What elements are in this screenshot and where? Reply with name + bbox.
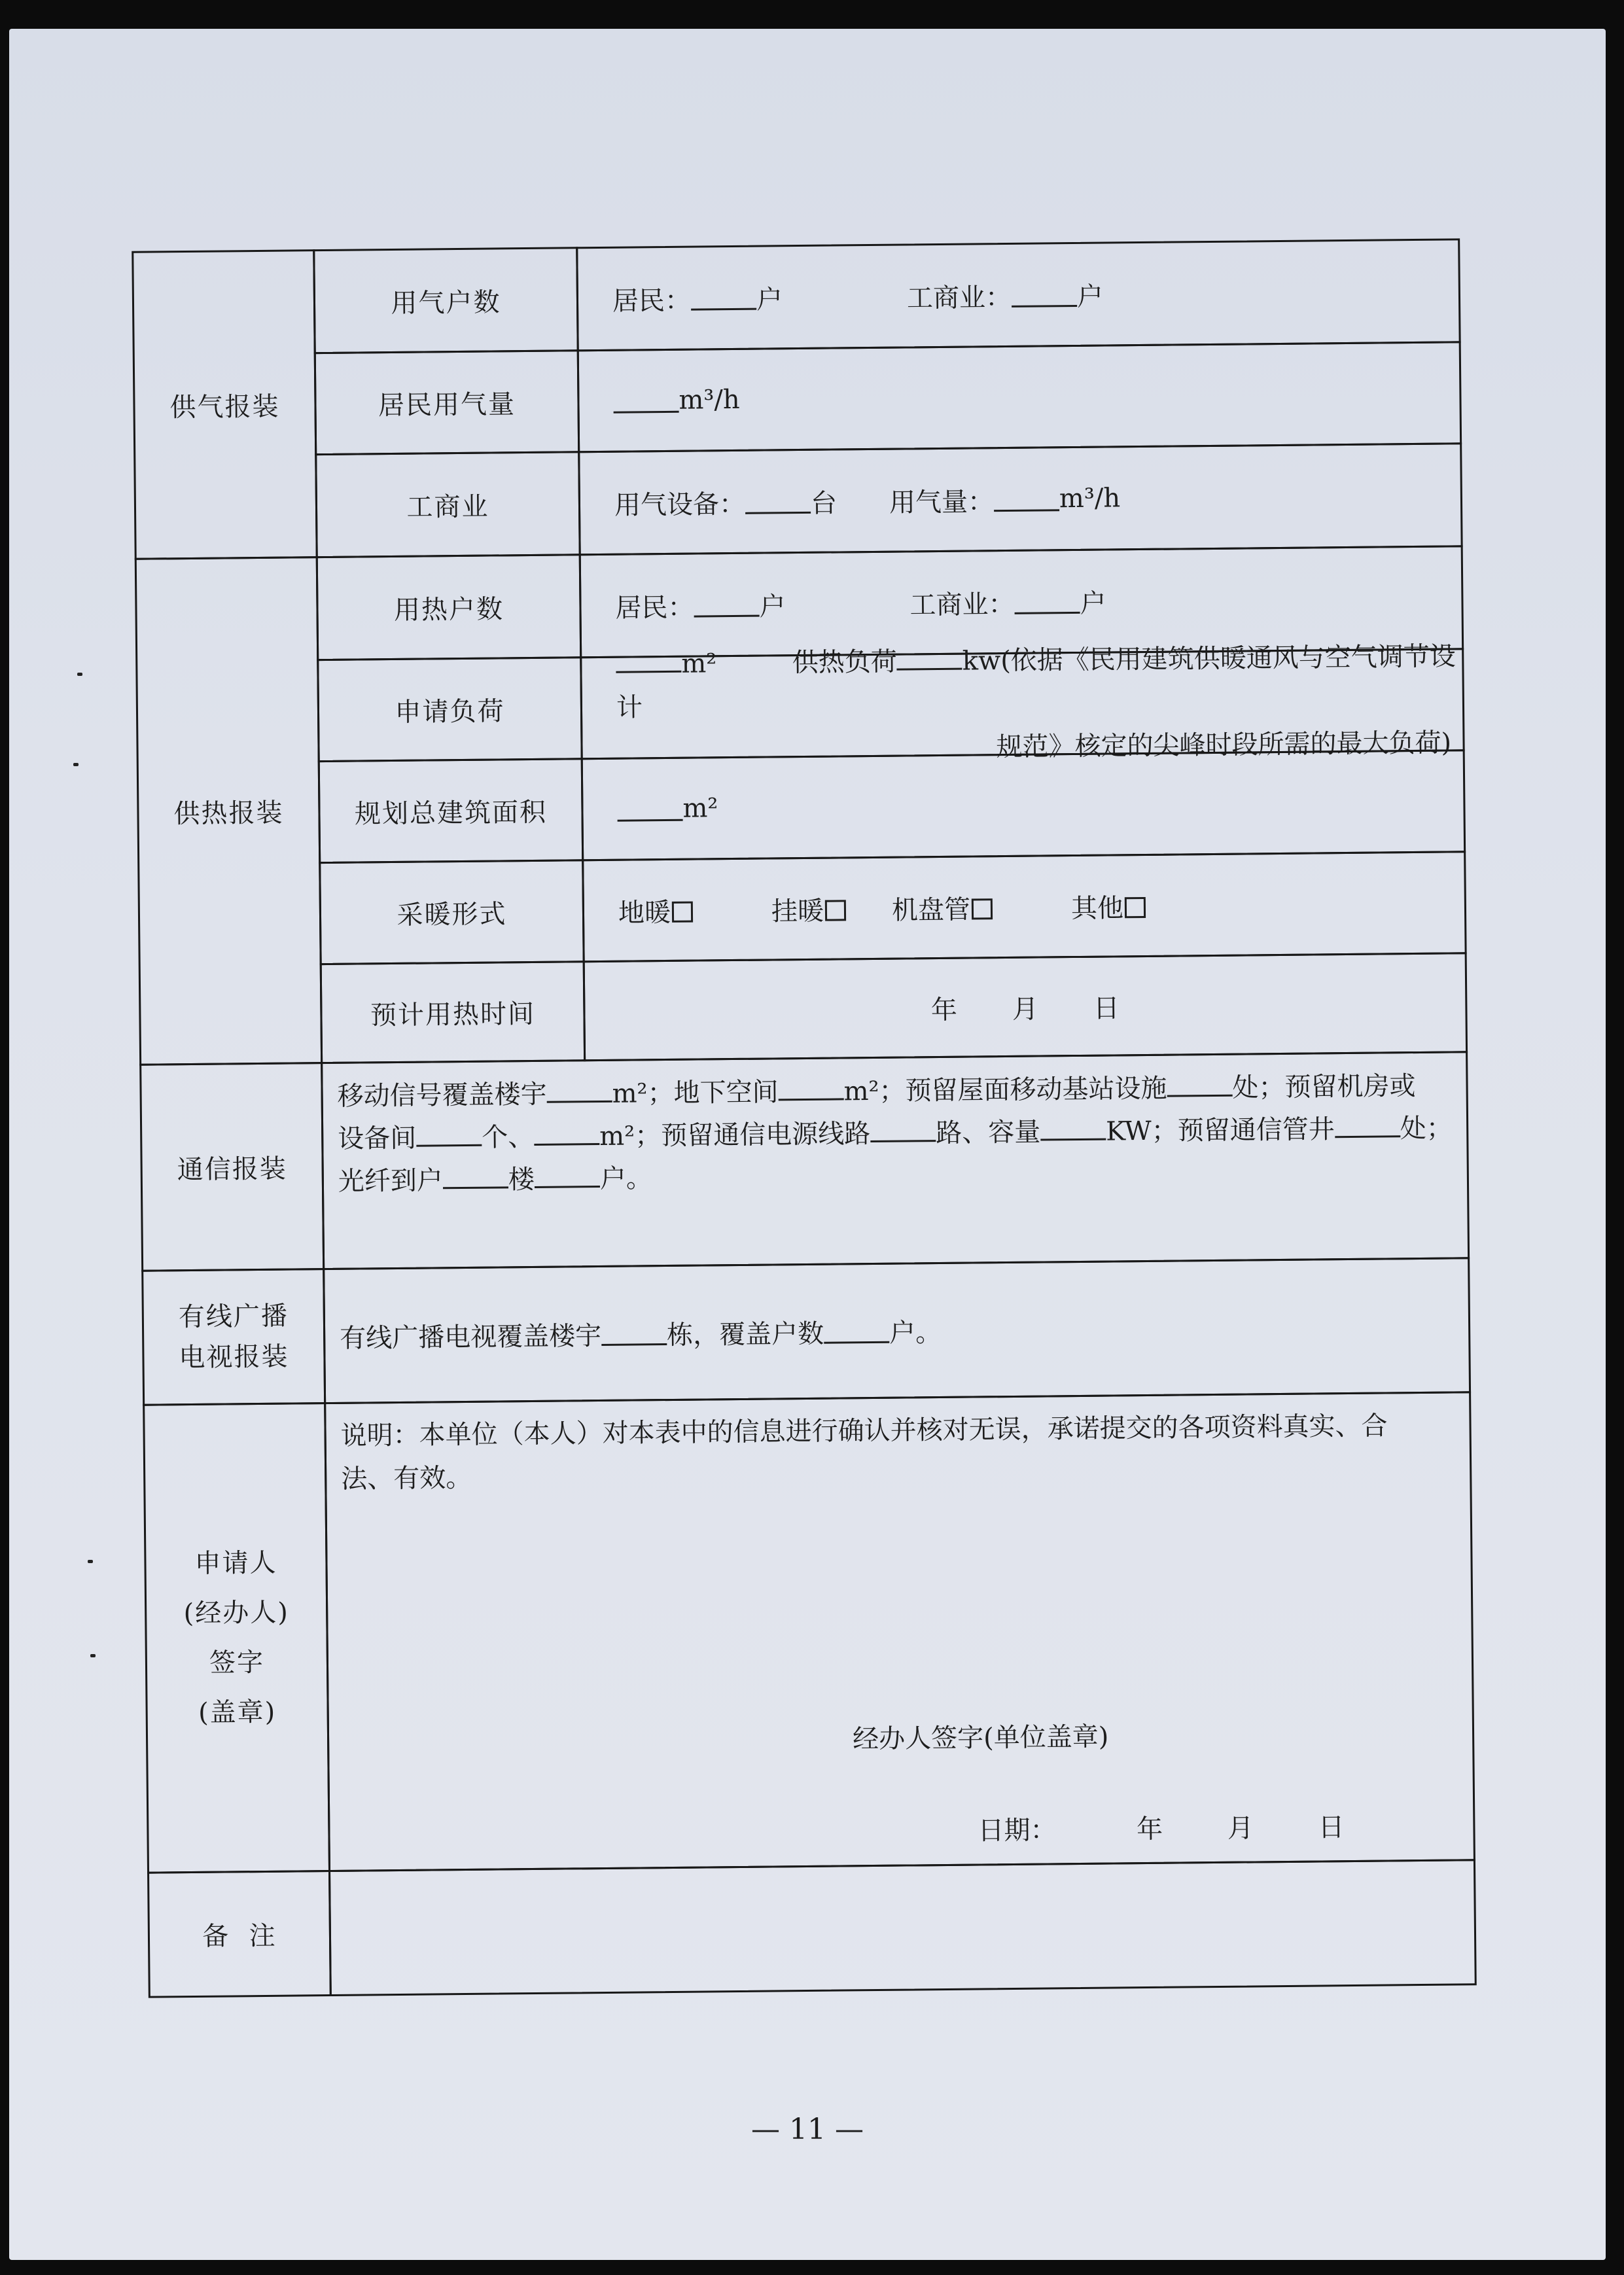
- applicant-label: 申请人 (经办人) 签字 (盖章): [143, 1402, 330, 1874]
- heat-load-label: 申请负荷: [317, 656, 582, 762]
- heat-load-value[interactable]: m² 供热负荷 kw(依据《民用建筑供暖通风与空气调节设计 规范》核定的尖峰时段所需的最大负荷): [580, 648, 1464, 760]
- margin-mark: [73, 763, 79, 766]
- remarks-label: 备 注: [147, 1870, 332, 1998]
- cable-section-label: 有线广播 电视报装: [141, 1268, 326, 1406]
- margin-mark: [88, 1560, 93, 1563]
- option-underfloor[interactable]: 地暖: [618, 891, 694, 929]
- heat-method-options: [582, 851, 1466, 962]
- remarks-field[interactable]: [328, 1859, 1477, 1996]
- gas-commercial-label: 工商业: [315, 451, 581, 558]
- gas-households-label: 用气户数: [313, 247, 579, 354]
- telecom-section-label: 通信报装: [139, 1062, 325, 1272]
- heat-section-label: 供热报装: [135, 556, 323, 1066]
- heat-households-value[interactable]: 居民： 户 工商业： 户: [579, 545, 1464, 658]
- gas-commercial-value[interactable]: 用气设备： 台 用气量： m³/h: [578, 442, 1462, 556]
- gas-section-label: 供气报装: [132, 249, 318, 560]
- margin-mark: [90, 1654, 96, 1657]
- heat-planned-area-value[interactable]: m²: [581, 749, 1466, 861]
- signature-date: 日期： 年 月 日: [978, 1812, 1345, 1846]
- option-other[interactable]: 其他: [1071, 887, 1146, 925]
- application-form-table: [132, 238, 1477, 1998]
- margin-mark: [77, 673, 82, 676]
- gas-resident-usage-value[interactable]: m³/h: [577, 341, 1462, 453]
- page-number: — 11 —: [751, 2113, 864, 2146]
- checkbox-icon[interactable]: [1125, 896, 1146, 917]
- applicant-signature-area[interactable]: [324, 1391, 1475, 1872]
- checkbox-icon[interactable]: [825, 900, 846, 921]
- heat-planned-area-label: 规划总建筑面积: [318, 758, 584, 864]
- heat-time-value[interactable]: 年 月 日: [583, 952, 1468, 1061]
- checkbox-icon[interactable]: [672, 901, 693, 922]
- option-radiator[interactable]: 挂暖: [771, 890, 847, 928]
- checkbox-icon[interactable]: [972, 898, 993, 919]
- cable-details[interactable]: 有线广播电视覆盖楼宇 栋，覆盖户数 户。: [323, 1257, 1471, 1404]
- gas-households-value[interactable]: 居民： 户 工商业： 户: [576, 238, 1460, 351]
- gas-resident-usage-label: 居民用气量: [314, 349, 580, 455]
- heat-method-label: 采暖形式: [319, 859, 584, 965]
- signature-label: 经办人签字(单位盖章): [852, 1721, 1109, 1755]
- document-page: [9, 29, 1606, 2260]
- applicant-statement: 说明：本单位（本人）对本表中的信息进行确认并核对无误，承诺提交的各项资料真实、合 法、有效。: [340, 1411, 1388, 1494]
- telecom-details[interactable]: 移动信号覆盖楼宇 m²；地下空间 m²；预留屋面移动基站设施 处；预留机房或 设备间 个、 m²；预留通信电源线路 路、容量 KW；预留通信管井 处； 光纤到户 楼 户。: [321, 1051, 1470, 1270]
- heat-time-label: 预计用热时间: [320, 961, 586, 1064]
- option-fan-coil[interactable]: 机盘管: [892, 889, 993, 926]
- heat-households-label: 用热户数: [316, 554, 582, 661]
